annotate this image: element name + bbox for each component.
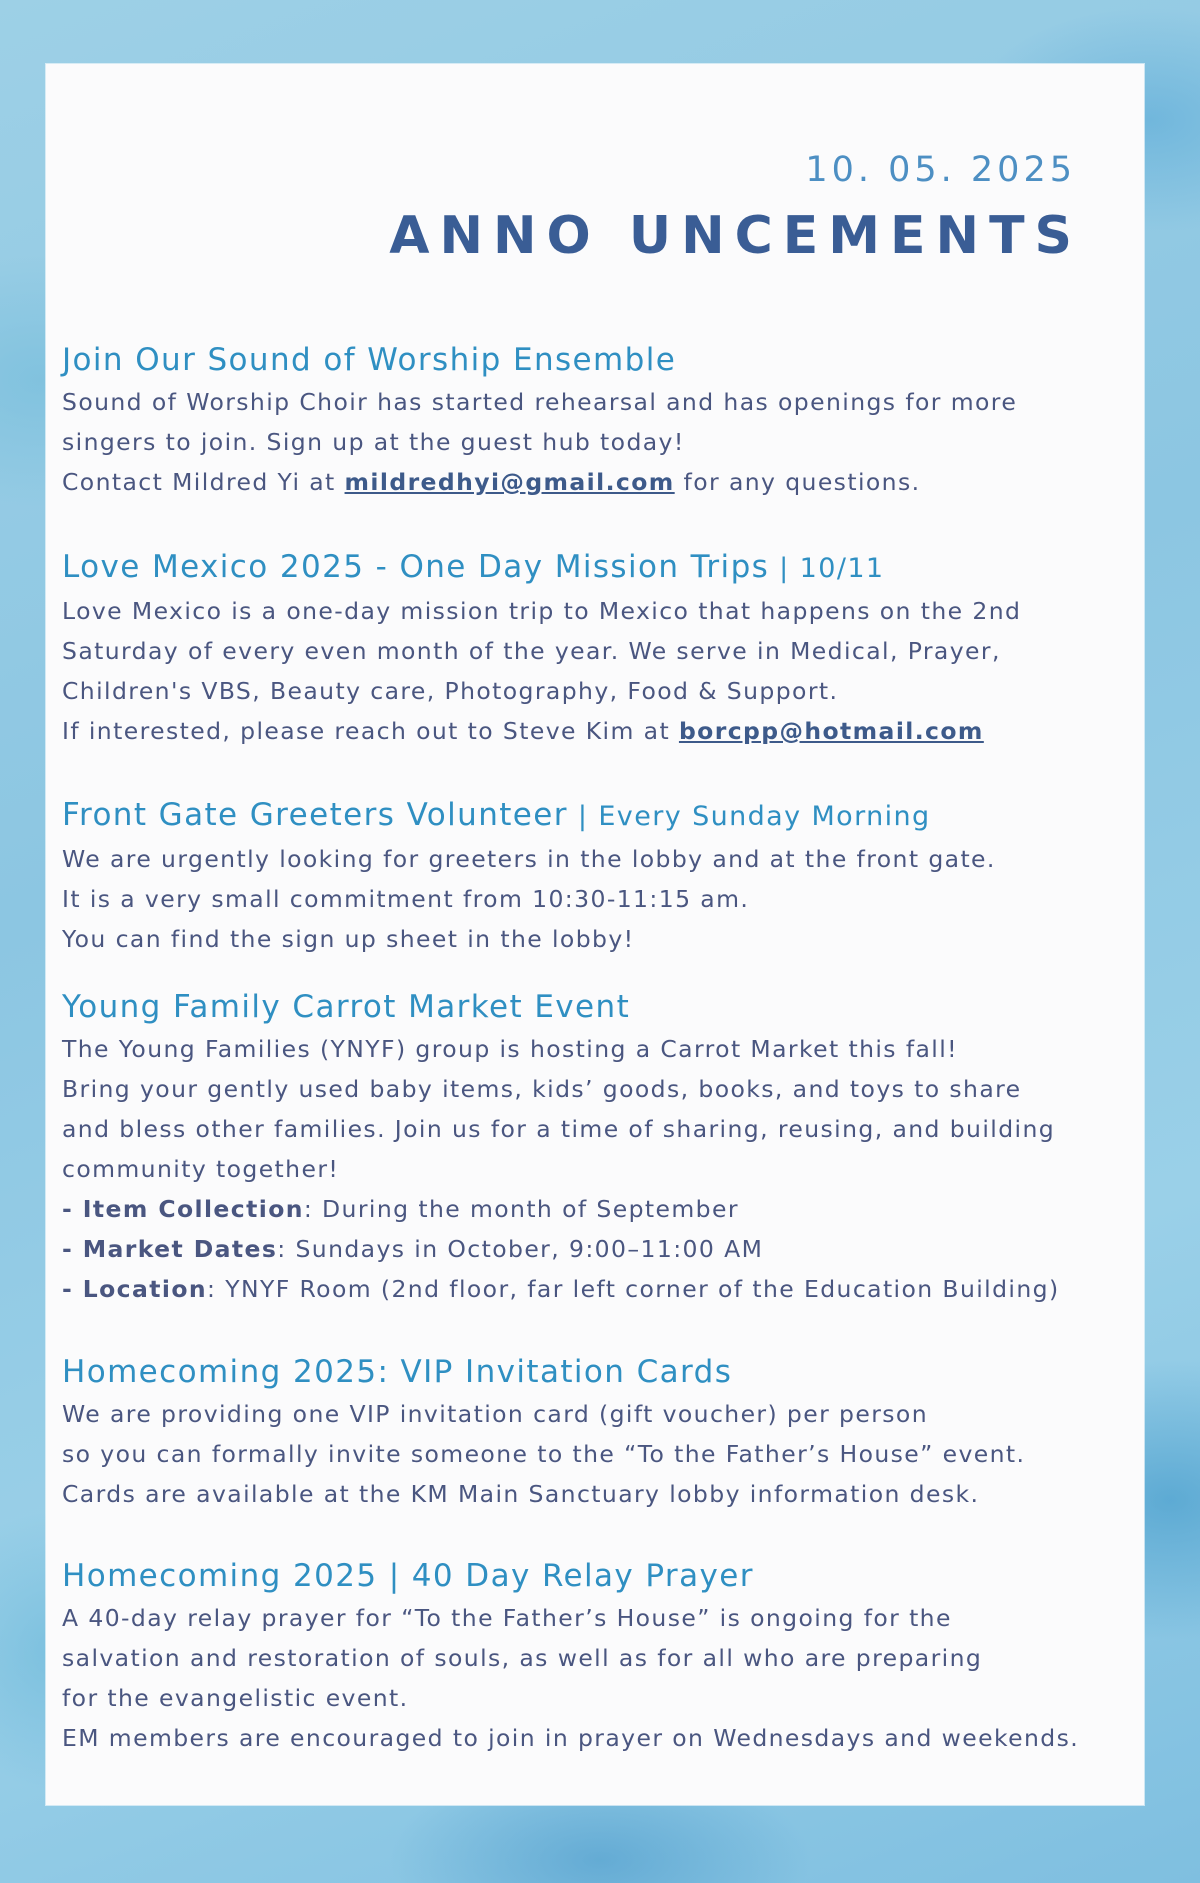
section-vip-cards <box>62 1350 1142 1514</box>
section-title <box>62 793 1142 839</box>
section-title: Young Family Carrot Market Event <box>62 989 631 1025</box>
section-text: Bring your gently used baby items, kids’ goods, books, and toys to share <box>62 1075 1022 1103</box>
section-title <box>62 545 1142 591</box>
section-text: Love Mexico is a one-day mission trip to Mexico that happens on the 2nd <box>62 597 1022 625</box>
detail-value: : During the month of September <box>303 1195 739 1223</box>
detail-value: : YNYF Room (2nd floor, far left corner of the Education Building) <box>207 1275 1060 1303</box>
section-text: A 40-day relay prayer for “To the Father’s House” is ongoing for the <box>62 1604 952 1632</box>
section-subtitle: | 10/11 <box>769 553 885 584</box>
section-text: We are providing one VIP invitation card (gift voucher) per person <box>62 1400 928 1428</box>
section-text: for the evangelistic event. <box>62 1684 409 1712</box>
contact-prefix: Contact Mildred Yi at <box>62 468 345 496</box>
section-text: Children's VBS, Beauty care, Photography, Food & Support. <box>62 677 839 705</box>
section-text: The Young Families (YNYF) group is hosting a Carrot Market this fall! <box>62 1035 958 1063</box>
section-text: salvation and restoration of souls, as well as for all who are preparing <box>62 1644 983 1672</box>
bullet: - <box>62 1275 83 1303</box>
detail-label: Item Collection <box>82 1195 304 1223</box>
detail-label: Market Dates <box>82 1235 278 1263</box>
contact-line <box>62 711 1142 751</box>
section-text: EM members are encouraged to join in prayer on Wednesdays and weekends. <box>62 1724 1080 1752</box>
section-title-main: Love Mexico 2025 - One Day Mission Trips <box>62 549 770 585</box>
section-title: Join Our Sound of Worship Ensemble <box>62 342 677 378</box>
detail-location <box>62 1269 1142 1309</box>
section-greeters <box>62 793 1142 959</box>
section-title: Homecoming 2025: VIP Invitation Cards <box>62 1354 733 1390</box>
contact-line <box>62 462 1142 502</box>
bullet: - <box>62 1235 83 1263</box>
detail-label: Location <box>82 1275 208 1303</box>
section-relay-prayer <box>62 1554 1142 1758</box>
section-text: singers to join. Sign up at the guest hub today! <box>62 428 685 456</box>
section-text: Saturday of every even month of the year. We serve in Medical, Prayer, <box>62 637 1001 665</box>
section-text: It is a very small commitment from 10:30-11:15 am. <box>62 885 750 913</box>
detail-value: : Sundays in October, 9:00–11:00 AM <box>277 1235 764 1263</box>
detail-item-collection <box>62 1189 1142 1229</box>
section-carrot-market <box>62 985 1142 1309</box>
section-text: We are urgently looking for greeters in the lobby and at the front gate. <box>62 845 996 873</box>
section-text: community together! <box>62 1155 340 1183</box>
section-text: You can find the sign up sheet in the lobby! <box>62 925 635 953</box>
detail-market-dates <box>62 1229 1142 1269</box>
bullet: - <box>62 1195 83 1223</box>
contact-prefix: If interested, please reach out to Steve Kim at <box>62 717 679 745</box>
section-text: Sound of Worship Choir has started rehearsal and has openings for more <box>62 388 1018 416</box>
section-worship-ensemble <box>62 338 1142 502</box>
section-text: so you can formally invite someone to the “To the Father’s House” event. <box>62 1440 1026 1468</box>
section-title: Homecoming 2025 | 40 Day Relay Prayer <box>62 1558 754 1594</box>
email-link-mildred[interactable]: mildredhyi@gmail.com <box>344 468 675 496</box>
section-title-main: Front Gate Greeters Volunteer <box>62 797 568 833</box>
email-link-steve[interactable]: borcpp@hotmail.com <box>678 717 984 745</box>
page-title: ANNO UNCEMENTS <box>389 206 1082 266</box>
contact-suffix: for any questions. <box>674 468 921 496</box>
section-subtitle: | Every Sunday Morning <box>567 801 931 832</box>
section-love-mexico <box>62 545 1142 751</box>
announcement-date: 10. 05. 2025 <box>805 150 1076 190</box>
section-text: Cards are available at the KM Main Sanctuary lobby information desk. <box>62 1480 980 1508</box>
section-text: and bless other families. Join us for a time of sharing, reusing, and building <box>62 1115 1056 1143</box>
